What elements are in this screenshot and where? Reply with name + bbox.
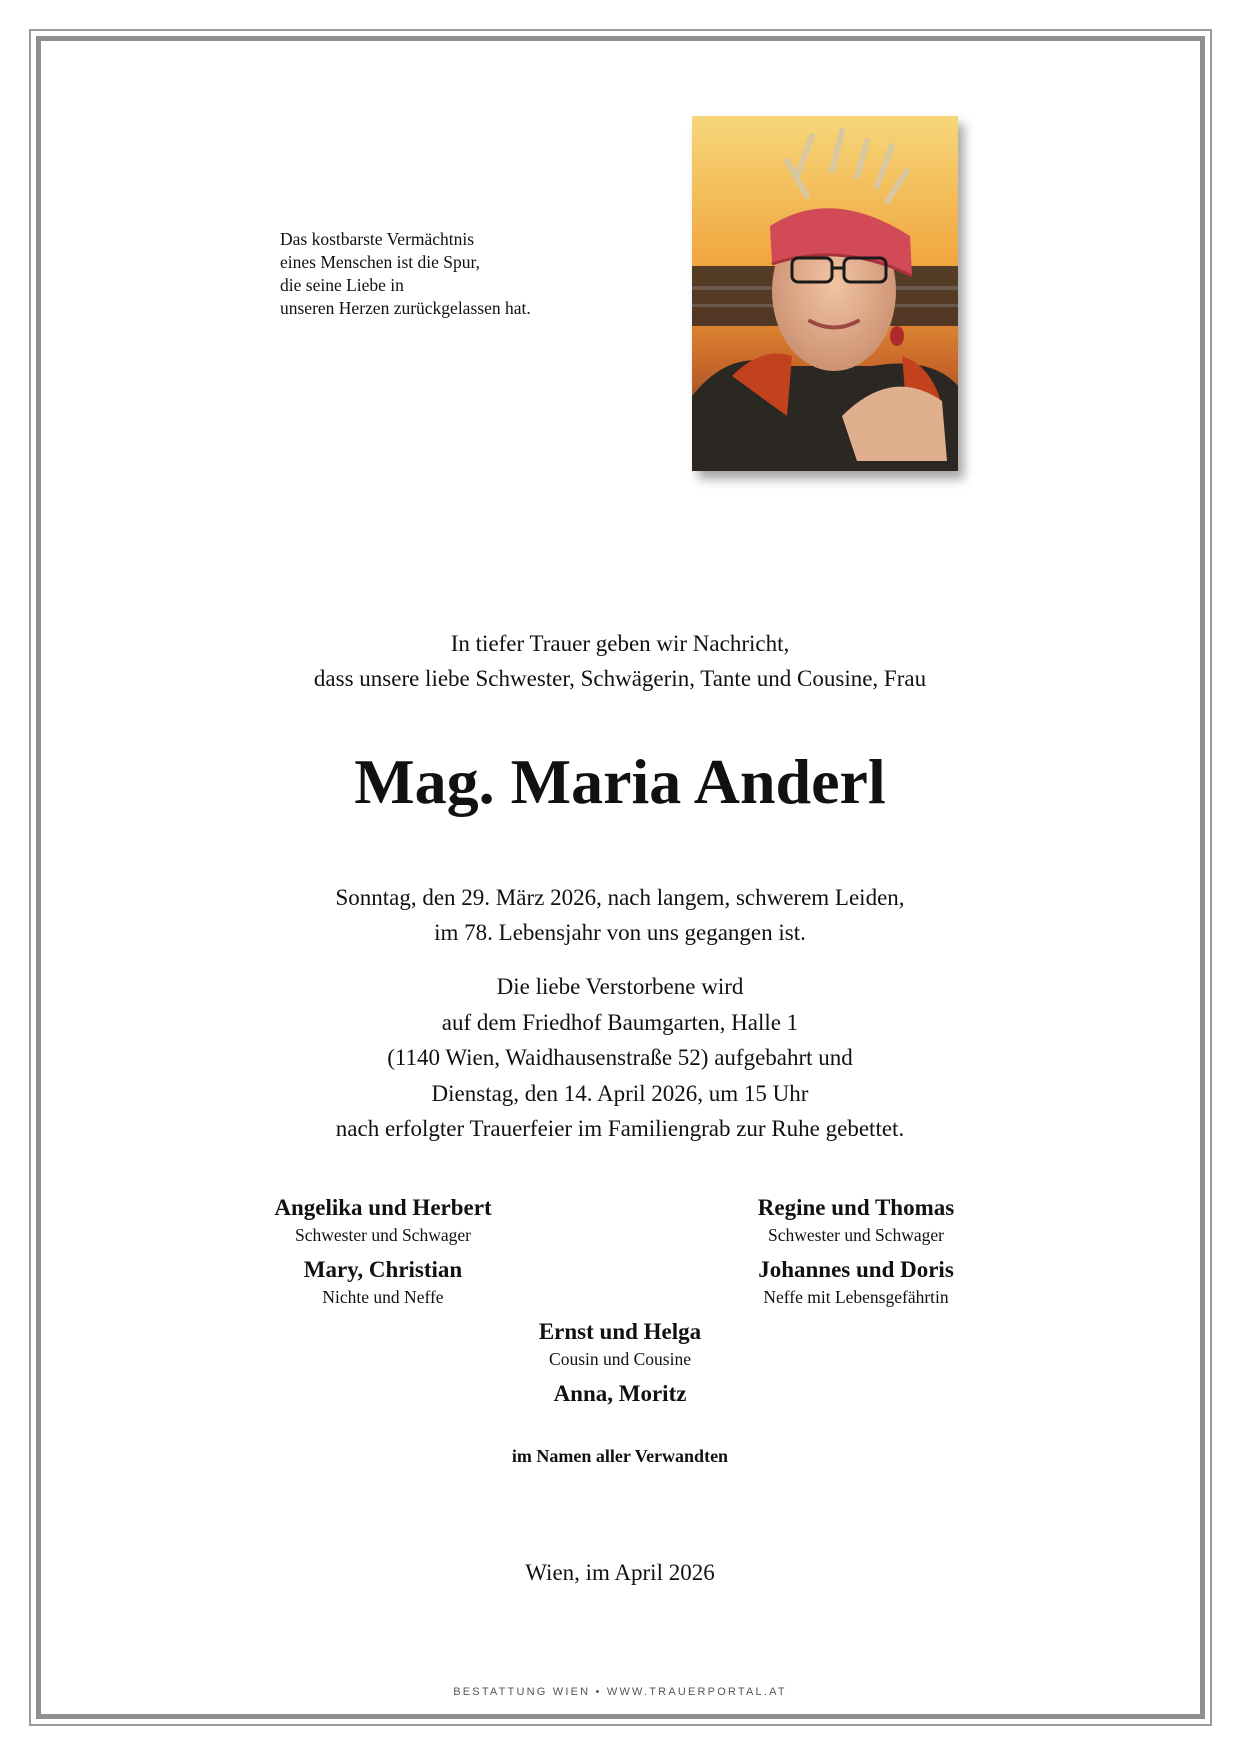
- intro-line: In tiefer Trauer geben wir Nachricht,: [450, 631, 790, 656]
- mourner-name: Anna, Moritz: [553, 1381, 687, 1406]
- mourner-name: Regine und Thomas: [757, 1195, 955, 1220]
- announcement-intro: [0, 626, 1240, 696]
- portrait-illustration: [692, 116, 958, 471]
- mourner-relation: Neffe mit Lebensgefährtin: [763, 1287, 949, 1307]
- funeral-info-line: auf dem Friedhof Baumgarten, Halle 1: [441, 1009, 799, 1035]
- motto-line: die seine Liebe in: [280, 275, 404, 295]
- mourner-entry: [183, 1193, 583, 1247]
- mourner-relation: Schwester und Schwager: [295, 1225, 471, 1245]
- mourner-name: Mary, Christian: [303, 1257, 463, 1282]
- place-date: Wien, im April 2026: [525, 1560, 715, 1585]
- mourner-entry: [656, 1193, 1056, 1247]
- funeral-info-line: nach erfolgter Trauerfeier im Familiengrab zur Ruhe gebettet.: [335, 1116, 905, 1141]
- portrait-photo: [692, 116, 958, 471]
- motto-line: Das kostbarste Vermächtnis: [280, 229, 475, 249]
- motto-quote: [280, 228, 620, 320]
- funeral-info-line: (1140 Wien, Waidhausenstraße 52) aufgebahrt und: [387, 1045, 853, 1070]
- motto-line: unseren Herzen zurückgelassen hat.: [280, 298, 531, 318]
- motto-line: eines Menschen ist die Spur,: [280, 252, 481, 272]
- mourner-name: Angelika und Herbert: [274, 1195, 492, 1220]
- signoff: im Namen aller Verwandten: [511, 1446, 729, 1466]
- intro-line: dass unsere liebe Schwester, Schwägerin, Tante und Cousine, Frau: [313, 666, 927, 691]
- mourner-entry: [420, 1379, 820, 1409]
- mourner-relation: Schwester und Schwager: [768, 1225, 944, 1245]
- death-info: [0, 880, 1240, 950]
- mourner-entry: [420, 1317, 820, 1371]
- funeral-info: [0, 969, 1240, 1147]
- death-info-line: im 78. Lebensjahr von uns gegangen ist.: [434, 920, 806, 945]
- mourner-relation: Cousin und Cousine: [549, 1349, 691, 1369]
- mourner-entry: [656, 1255, 1056, 1309]
- deceased-name: Mag. Maria Anderl: [354, 746, 886, 817]
- funeral-info-line: Die liebe Verstorbene wird: [496, 974, 744, 999]
- funeral-info-line: Dienstag, den 14. April 2026, um 15 Uhr: [431, 1080, 809, 1106]
- footer-credit: BESTATTUNG WIEN • WWW.TRAUERPORTAL.AT: [453, 1686, 787, 1698]
- mourner-relation: Nichte und Neffe: [322, 1287, 444, 1307]
- death-info-line: Sonntag, den 29. März 2026, nach langem, schwerem Leiden,: [335, 885, 905, 910]
- mourner-name: Johannes und Doris: [758, 1257, 954, 1282]
- mourner-entry: [183, 1255, 583, 1309]
- mourner-name: Ernst und Helga: [538, 1319, 702, 1344]
